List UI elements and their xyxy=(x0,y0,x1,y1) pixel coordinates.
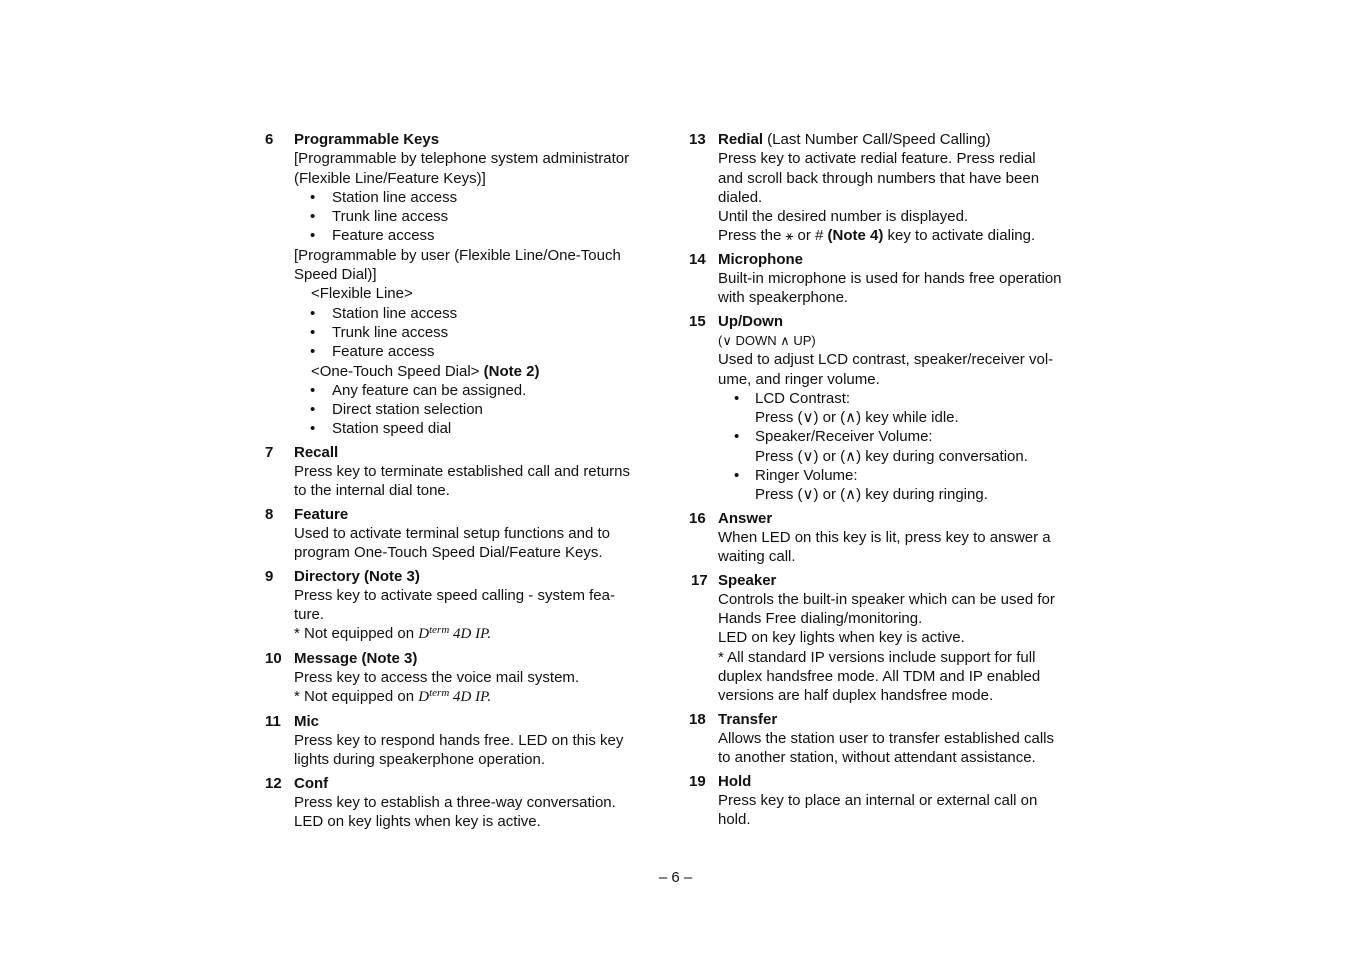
section-item xyxy=(265,774,675,832)
body-line: Press key to activate speed calling - system fea- xyxy=(294,586,615,604)
model-text: 4D IP. xyxy=(449,689,492,706)
body-line: program One-Touch Speed Dial/Feature Keys. xyxy=(294,544,603,562)
section-heading xyxy=(294,505,675,524)
section-number: 13 xyxy=(689,131,706,148)
star-key-icon: ⚹ xyxy=(785,228,794,244)
section-heading xyxy=(718,509,1099,528)
bullet-item: • Station line access xyxy=(294,188,675,207)
bullet-item: • Station line access xyxy=(294,304,675,323)
note-text: * Not equipped on xyxy=(294,688,419,706)
section-title: Message (Note 3) xyxy=(294,649,418,667)
section-number: 14 xyxy=(689,250,706,268)
body-line: Used to activate terminal setup functions and to xyxy=(294,524,611,542)
section-item xyxy=(689,710,1099,768)
section-number: 6 xyxy=(265,131,274,148)
left-column xyxy=(265,130,675,835)
section-title: Conf xyxy=(294,774,329,792)
section-number: 10 xyxy=(265,649,282,667)
body-line: Controls the built-in speaker which can be used for xyxy=(718,590,1055,608)
section-number: 8 xyxy=(265,505,274,523)
section-item xyxy=(265,130,675,439)
section-heading xyxy=(718,772,1099,791)
section-number: 12 xyxy=(265,774,282,792)
section-item xyxy=(689,312,1099,505)
body-line: Press key to respond hands free. LED on this key xyxy=(294,731,624,749)
section-title-note: (Last Number Call/Speed Calling) xyxy=(763,131,991,148)
section-heading xyxy=(718,250,1099,269)
body-line: waiting call. xyxy=(718,548,796,566)
section-title: Redial xyxy=(718,131,764,148)
up-down-symbols: (∨ DOWN ∧ UP) xyxy=(718,332,816,348)
section-number: 18 xyxy=(689,710,706,728)
body-line: [Programmable by telephone system administrator xyxy=(294,150,630,168)
indented-line: Press (∨) or (∧) key during ringing. xyxy=(755,486,988,504)
body-line: [Programmable by user (Flexible Line/One-Touch xyxy=(294,246,621,264)
body-line: Used to adjust LCD contrast, speaker/receiver vol- xyxy=(718,351,1054,369)
section-item xyxy=(265,649,675,708)
note-reference: (Note 4) xyxy=(827,227,884,245)
subheading-line xyxy=(294,284,675,303)
body-line: Hands Free dialing/monitoring. xyxy=(718,610,923,628)
bullet-item: • Trunk line access xyxy=(294,323,675,342)
body-line: Until the desired number is displayed. xyxy=(718,208,969,226)
section-item xyxy=(265,567,675,645)
body-line: versions are half duplex handsfree mode. xyxy=(718,687,994,705)
body-line: to the internal dial tone. xyxy=(294,482,450,500)
brand-d: D xyxy=(418,626,430,643)
body-line: Press key to establish a three-way conversation. xyxy=(294,793,616,811)
section-heading xyxy=(294,567,675,586)
body-line: lights during speakerphone operation. xyxy=(294,751,546,769)
section-item xyxy=(689,772,1099,830)
section-number: 11 xyxy=(265,712,281,730)
section-heading xyxy=(294,443,675,462)
section-title: Hold xyxy=(718,772,752,790)
body-line: LED on key lights when key is active. xyxy=(718,629,965,647)
bullet-item: • Trunk line access xyxy=(294,207,675,226)
section-title: Directory (Note 3) xyxy=(294,567,420,585)
body-line: hold. xyxy=(718,811,751,829)
section-heading xyxy=(718,312,1099,331)
body-line: Press key to activate redial feature. Press redial xyxy=(718,150,1036,168)
body-line: dialed. xyxy=(718,188,763,206)
section-title: Programmable Keys xyxy=(294,131,440,148)
bullet-item: • Station speed dial xyxy=(294,419,675,438)
body-line: ume, and ringer volume. xyxy=(718,370,880,388)
bullet-item: • Speaker/Receiver Volume: xyxy=(718,427,1099,446)
section-title: Answer xyxy=(718,509,773,527)
section-heading xyxy=(718,130,1099,149)
bullet-item: • Direct station selection xyxy=(294,400,675,419)
body-line: * All standard IP versions include support for full xyxy=(718,648,1036,666)
bullet-item: • Any feature can be assigned. xyxy=(294,381,675,400)
section-title: Speaker xyxy=(718,571,777,589)
instruction-text: or # xyxy=(793,227,828,245)
model-name xyxy=(418,626,491,642)
model-name xyxy=(418,689,491,705)
note-text: * Not equipped on xyxy=(294,625,419,643)
body-line: Allows the station user to transfer established calls xyxy=(718,729,1054,747)
body-line: Press key to terminate established call and returns xyxy=(294,463,630,481)
subheading-text: <One-Touch Speed Dial> xyxy=(311,362,484,380)
section-number: 17 xyxy=(691,571,708,589)
section-number: 9 xyxy=(265,567,274,585)
instruction-text: Press the xyxy=(718,227,786,245)
section-item xyxy=(689,509,1099,567)
section-heading xyxy=(718,710,1099,729)
body-line: LED on key lights when key is active. xyxy=(294,813,541,831)
bullet-item: • Feature access xyxy=(294,342,675,361)
body-line: with speakerphone. xyxy=(718,289,849,307)
dial-instruction xyxy=(718,226,1099,245)
section-item xyxy=(265,712,675,770)
body-line: duplex handsfree mode. All TDM and IP enabled xyxy=(718,668,1041,686)
body-line: to another station, without attendant assistance. xyxy=(718,749,1036,767)
section-title: Transfer xyxy=(718,710,778,728)
section-title: Up/Down xyxy=(718,312,783,330)
body-line: When LED on this key is lit, press key to answer a xyxy=(718,528,1051,546)
not-equipped-note xyxy=(294,687,675,707)
section-heading xyxy=(294,774,675,793)
section-item xyxy=(689,571,1099,706)
right-column xyxy=(689,130,1099,833)
body-line: Press key to place an internal or external call on xyxy=(718,791,1038,809)
subheading-text: <Flexible Line> xyxy=(311,285,413,303)
section-heading xyxy=(718,571,1099,590)
section-number: 15 xyxy=(689,312,706,330)
brand-superscript: term xyxy=(429,687,450,700)
bullet-item: • LCD Contrast: xyxy=(718,389,1099,408)
body-line: and scroll back through numbers that have been xyxy=(718,169,1040,187)
section-number: 16 xyxy=(689,509,706,527)
brand-d: D xyxy=(418,689,430,706)
body-line: Built-in microphone is used for hands free operation xyxy=(718,270,1062,288)
indented-line: Press (∨) or (∧) key while idle. xyxy=(755,409,959,427)
page-number: – 6 – xyxy=(658,869,693,886)
section-title: Mic xyxy=(294,712,320,730)
section-item xyxy=(265,505,675,563)
section-heading xyxy=(294,712,675,731)
section-heading xyxy=(294,649,675,668)
body-line: Speed Dial)] xyxy=(294,266,377,284)
section-title: Feature xyxy=(294,505,349,523)
section-number: 7 xyxy=(265,443,274,461)
section-title: Microphone xyxy=(718,250,803,268)
brand-superscript: term xyxy=(429,624,450,637)
subheading-line xyxy=(294,362,675,381)
bullet-item: • Ringer Volume: xyxy=(718,466,1099,485)
body-line: Press key to access the voice mail system. xyxy=(294,669,580,687)
section-heading xyxy=(294,130,675,149)
note-reference: (Note 2) xyxy=(483,362,540,380)
section-number: 19 xyxy=(689,772,706,790)
section-item xyxy=(689,130,1099,246)
not-equipped-note xyxy=(294,624,675,644)
model-text: 4D IP. xyxy=(449,626,492,643)
bullet-item: • Feature access xyxy=(294,226,675,245)
section-title: Recall xyxy=(294,443,339,461)
body-line: (Flexible Line/Feature Keys)] xyxy=(294,169,486,187)
section-item xyxy=(689,250,1099,308)
indented-line: Press (∨) or (∧) key during conversation. xyxy=(755,447,1028,465)
section-item xyxy=(265,443,675,501)
instruction-text: key to activate dialing. xyxy=(883,227,1036,245)
body-line: ture. xyxy=(294,606,325,624)
